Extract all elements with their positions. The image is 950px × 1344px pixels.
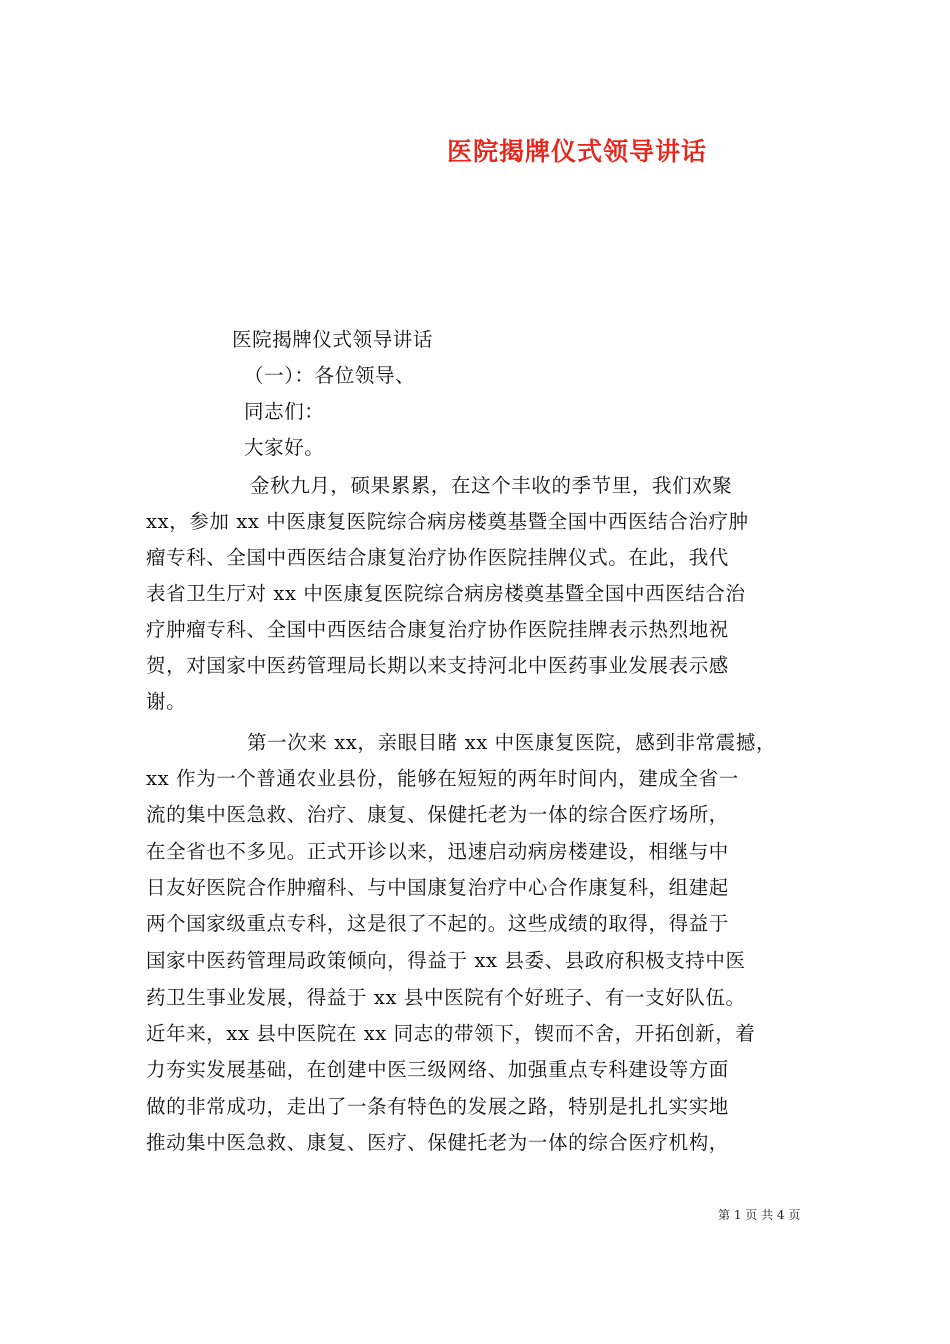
salutation-line: （一）：各位领导、 <box>244 364 416 387</box>
paragraph-line: 表省卫生厅对 xx 中医康复医院综合病房楼奠基暨全国中西医结合治 <box>146 582 746 605</box>
paragraph-line: 近年来，xx 县中医院在 xx 同志的带领下，锲而不舍，开拓创新，着 <box>146 1022 756 1045</box>
document-subtitle: 医院揭牌仪式领导讲话 <box>232 328 434 351</box>
paragraph-line: xx 作为一个普通农业县份，能够在短短的两年时间内，建成全省一 <box>146 767 739 790</box>
paragraph-line: 药卫生事业发展，得益于 xx 县中医院有个好班子、有一支好队伍。 <box>146 986 746 1009</box>
paragraph-line: 疗肿瘤专科、全国中西医结合康复治疗协作医院挂牌表示热烈地祝 <box>146 618 729 641</box>
paragraph-line: 贺，对国家中医药管理局长期以来支持河北中医药事业发展表示感 <box>146 654 729 677</box>
salutation-line: 同志们： <box>244 400 325 423</box>
paragraph-line: 日友好医院合作肿瘤科、与中国康复治疗中心合作康复科，组建起 <box>146 876 729 899</box>
paragraph-line: 力夯实发展基础，在创建中医三级网络、加强重点专科建设等方面 <box>146 1058 729 1081</box>
paragraph-line: 瘤专科、全国中西医结合康复治疗协作医院挂牌仪式。在此，我代 <box>146 546 729 569</box>
salutation-line: 大家好。 <box>244 436 325 459</box>
page-footer: 第 1 页 共 4 页 <box>718 1208 801 1222</box>
paragraph-line: 金秋九月，硕果累累，在这个丰收的季节里，我们欢聚 <box>250 474 733 497</box>
paragraph-line: 在全省也不多见。正式开诊以来，迅速启动病房楼建设，相继与中 <box>146 840 729 863</box>
paragraph-line: 谢。 <box>146 690 187 713</box>
paragraph-line: 两个国家级重点专科，这是很了不起的。这些成绩的取得，得益于 <box>146 912 729 935</box>
paragraph-line: xx，参加 xx 中医康复医院综合病房楼奠基暨全国中西医结合治疗肿 <box>146 510 749 533</box>
page-title: 医院揭牌仪式领导讲话 <box>447 137 708 166</box>
paragraph-line: 做的非常成功，走出了一条有特色的发展之路，特别是扎扎实实地 <box>146 1095 729 1118</box>
paragraph-line: 国家中医药管理局政策倾向，得益于 xx 县委、县政府积极支持中医 <box>146 949 746 972</box>
paragraph-line: 流的集中医急救、治疗、康复、保健托老为一体的综合医疗场所， <box>146 803 729 826</box>
paragraph-line: 第一次来 xx，亲眼目睹 xx 中医康复医院，感到非常震撼， <box>247 731 777 754</box>
paragraph-line: 推动集中医急救、康复、医疗、保健托老为一体的综合医疗机构， <box>146 1131 729 1154</box>
